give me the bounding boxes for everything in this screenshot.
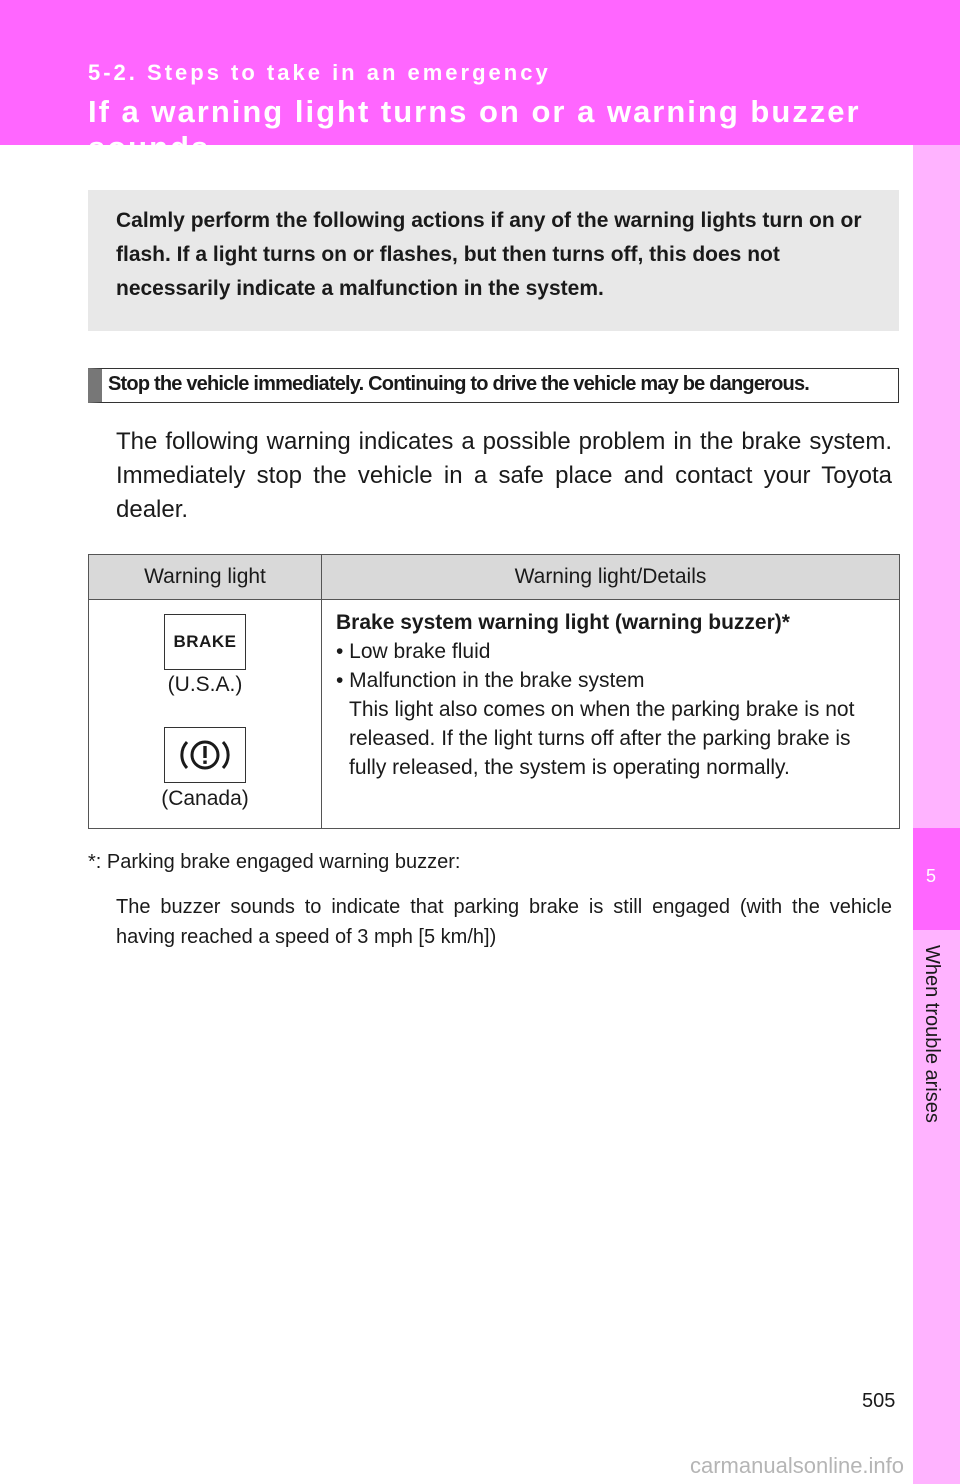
caution-text: Stop the vehicle immediately. Continuing to drive the vehicle may be dangerous. [108, 373, 810, 395]
footnote-text: The buzzer sounds to indicate that parking brake is still engaged (with the vehicle having reached a speed of 3 mph [5 km/h]) [116, 896, 892, 948]
watermark: carmanualsonline.info [690, 1453, 905, 1478]
bullet-malfunction: • Malfunction in the brake system [336, 669, 645, 692]
brake-warning-icon-svg [175, 732, 235, 778]
brake-warning-icon [164, 727, 246, 783]
header-warning-light: Warning light [89, 555, 322, 600]
bullet-low-fluid: • Low brake fluid [336, 640, 491, 663]
brake-icon-label: BRAKE [173, 632, 237, 651]
chapter-label: When trouble arises [921, 945, 943, 1123]
footnote-label: *: Parking brake engaged warning buzzer: [88, 851, 461, 873]
table-header-row [89, 555, 900, 600]
chapter-number: 5 [925, 866, 936, 886]
caution-bar [88, 368, 899, 403]
details-description: This light also comes on when the parking brake is not released. If the light turns off after the parking brake is fully released, the system is operating normally. [349, 698, 855, 779]
header-details: Warning light/Details [322, 555, 900, 600]
body-paragraph: The following warning indicates a possible problem in the brake system. Immediately stop the vehicle in a safe place and contact your Toyota dealer. [116, 428, 892, 523]
brake-text-icon [164, 614, 246, 670]
warning-light-table [88, 554, 900, 829]
page-header [0, 0, 960, 165]
page-number: 505 [862, 1390, 896, 1412]
intro-box: Calmly perform the following actions if any of the warning lights turn on or flash. If a light turns on or flashes, but then turns off, this does not necessarily indicate a malfunction in the system. [88, 190, 899, 331]
usa-label: (U.S.A.) [167, 673, 243, 696]
warning-light-cell [89, 600, 322, 829]
page-title: If a warning light turns on or a warning buzzer sounds... [88, 94, 861, 165]
canada-label: (Canada) [161, 787, 249, 810]
section-label: 5-2. Steps to take in an emergency [88, 60, 551, 85]
side-strip [913, 145, 960, 1484]
table-row [89, 600, 900, 829]
details-title: Brake system warning light (warning buzzer)* [336, 611, 790, 634]
details-cell [322, 600, 900, 829]
